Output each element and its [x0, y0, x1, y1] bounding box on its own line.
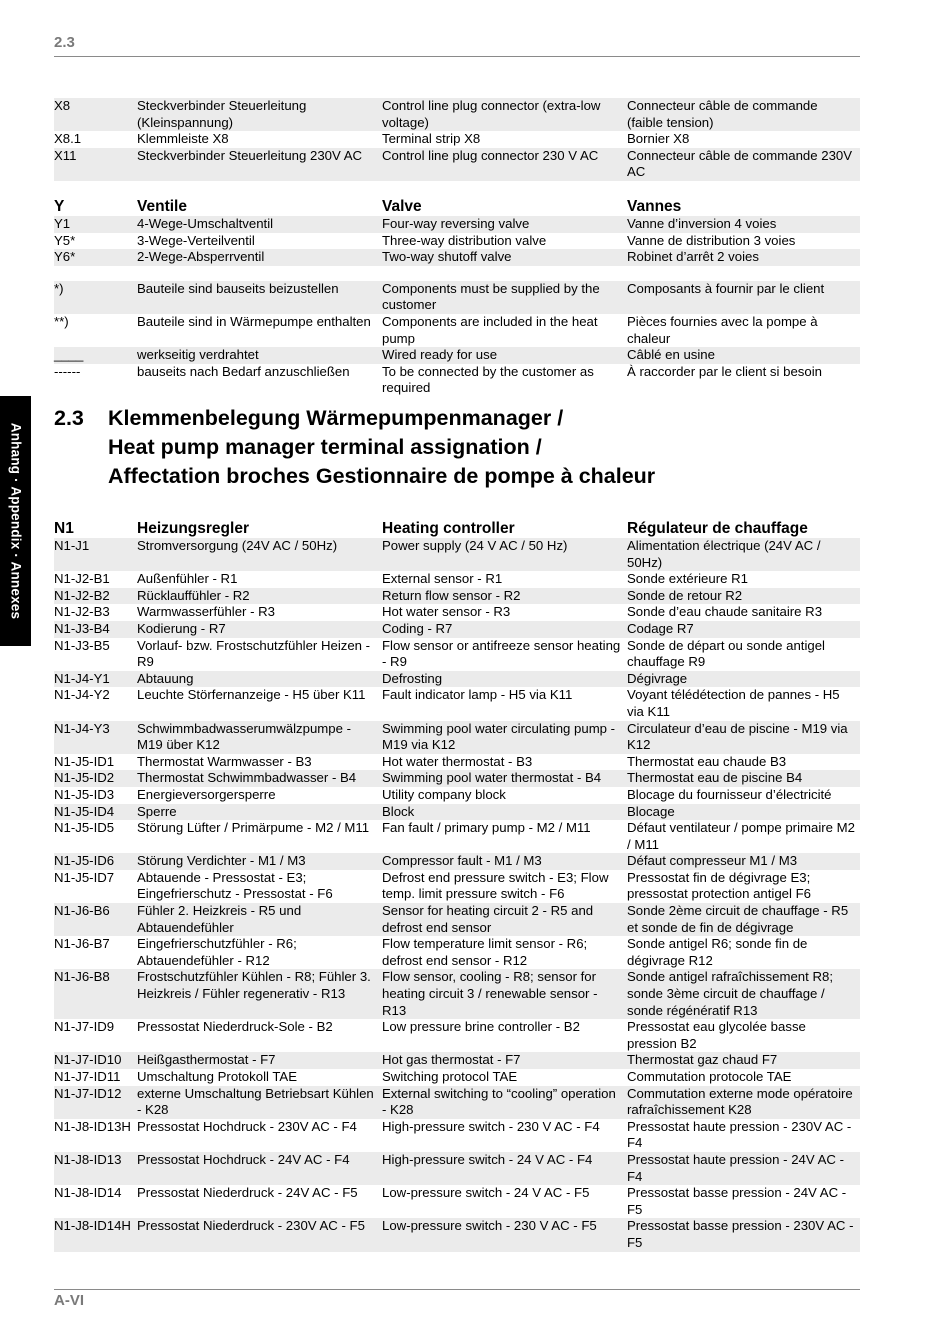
table-row: [54, 820, 860, 853]
head-code: Y: [54, 197, 65, 215]
table-head-row: [54, 197, 860, 216]
cell-de: Bauteile sind bauseits beizustellen: [137, 280, 339, 296]
head-fr: Vannes: [627, 197, 682, 215]
cell-de: Kodierung - R7: [137, 620, 226, 636]
cell-en: Control line plug connector 230 V AC: [382, 147, 599, 163]
cell-de: Frostschutzfühler Kühlen - R8; Fühler 3. Heizkreis / Fühler regenerativ - R13: [137, 969, 371, 1002]
section-title-fr: Affectation broches Gestionnaire de pompe à chaleur: [108, 464, 656, 488]
cell-fr: Sonde 2ème circuit de chauffage - R5 et sonde de fin de dégivrage: [627, 903, 849, 935]
head-de: Ventile: [137, 197, 187, 215]
cell-de: Thermostat Schwimmbadwasser - B4: [137, 770, 357, 786]
table-row: [54, 1086, 860, 1119]
table-spacer: [54, 181, 860, 197]
cell-de: Pressostat Hochdruck - 230V AC - F4: [137, 1118, 357, 1134]
cell-fr: Blocage: [627, 803, 675, 819]
table-row: [54, 1069, 860, 1086]
cell-fr: Connecteur câble de commande 230V AC: [627, 147, 853, 180]
cell-fr: Commutation protocole TAE: [627, 1069, 792, 1084]
component-table: [54, 98, 860, 397]
cell-fr: Vanne d’inversion 4 voies: [627, 215, 777, 231]
cell-en: Return flow sensor - R2: [382, 587, 521, 603]
cell-fr: Thermostat eau de piscine B4: [627, 770, 803, 786]
cell-de: Vorlauf- bzw. Frostschutzfühler Heizen - R9: [137, 637, 371, 670]
cell-de: Störung Lüfter / Primärpume - M2 / M11: [137, 820, 370, 836]
cell-code: X11: [54, 147, 77, 163]
table-row: [54, 281, 860, 314]
cell-code: N1-J4-Y2: [54, 687, 110, 703]
cell-fr: Vanne de distribution 3 voies: [627, 232, 796, 248]
cell-code: N1-J4-Y1: [54, 670, 110, 686]
cell-fr: Thermostat gaz chaud F7: [627, 1052, 778, 1068]
cell-en: Fan fault / primary pump - M2 / M11: [382, 820, 591, 836]
cell-en: Low-pressure switch - 24 V AC - F5: [382, 1185, 590, 1201]
cell-code: Y1: [54, 215, 71, 231]
cell-de: Abtauende - Pressostat - E3; Eingefrierschutz - Pressostat - F6: [137, 869, 333, 902]
cell-en: Four-way reversing valve: [382, 215, 530, 231]
cell-de: Rücklauffühler - R2: [137, 587, 250, 603]
table-row: [54, 870, 860, 903]
cell-en: Components must be supplied by the customer: [382, 280, 600, 313]
cell-fr: Circulateur d’eau de piscine - M19 via K12: [627, 720, 848, 753]
cell-en: Defrost end pressure switch - E3; Flow temp. limit pressure switch - F6: [382, 869, 609, 902]
cell-en: Low-pressure switch - 230 V AC - F5: [382, 1218, 597, 1234]
cell-code: N1-J6-B7: [54, 936, 110, 952]
table-row: [54, 1185, 860, 1218]
cell-code: N1-J8-ID13: [54, 1151, 122, 1167]
cell-en: Defrosting: [382, 670, 443, 686]
cell-code: *): [54, 280, 64, 296]
cell-fr: Dégivrage: [627, 670, 688, 686]
cell-de: Steckverbinder Steuerleitung 230V AC: [137, 147, 363, 163]
cell-en: Swimming pool water circulating pump - M19 via K12: [382, 720, 616, 753]
cell-code: N1-J4-Y3: [54, 720, 110, 736]
cell-code: N1-J6-B8: [54, 969, 110, 985]
table-row: [54, 770, 860, 787]
cell-en: Switching protocol TAE: [382, 1069, 518, 1084]
cell-en: Components are included in the heat pump: [382, 313, 598, 346]
cell-de: Energieversorgersperre: [137, 786, 276, 802]
cell-code: N1-J2-B3: [54, 604, 110, 620]
cell-en: Flow temperature limit sensor - R6; defrost end sensor - R12: [382, 936, 588, 968]
cell-code: N1-J5-ID3: [54, 786, 115, 802]
page-number: A-VI: [54, 1292, 84, 1309]
cell-en: Control line plug connector (extra-low voltage): [382, 98, 601, 130]
cell-en: Flow sensor or antifreeze sensor heating - R9: [382, 637, 621, 670]
cell-de: Klemmleiste X8: [137, 131, 229, 147]
cell-code: N1-J5-ID6: [54, 853, 115, 869]
header-section-number: 2.3: [54, 34, 75, 51]
header-rule: [54, 56, 860, 57]
cell-fr: Composants à fournir par le client: [627, 280, 825, 296]
cell-en: Block: [382, 803, 415, 819]
cell-en: Low pressure brine controller - B2: [382, 1019, 580, 1035]
cell-de: Bauteile sind in Wärmepumpe enthalten: [137, 313, 371, 329]
cell-fr: Pressostat haute pression - 230V AC - F4: [627, 1118, 852, 1151]
table-row: [54, 853, 860, 870]
section-title-de: Klemmenbelegung Wärmepumpenmanager /: [108, 406, 564, 430]
cell-en: Flow sensor, cooling - R8; sensor for heating circuit 3 / renewable sensor - R13: [382, 969, 598, 1018]
cell-de: Stromversorgung (24V AC / 50Hz): [137, 538, 338, 553]
cell-fr: Robinet d’arrêt 2 voies: [627, 249, 759, 265]
table-row: [54, 1052, 860, 1069]
cell-de: Heißgasthermostat - F7: [137, 1052, 276, 1068]
cell-fr: Câblé en usine: [627, 347, 715, 363]
cell-code: X8.1: [54, 131, 82, 147]
cell-de: Steckverbinder Steuerleitung (Kleinspannung): [137, 98, 307, 130]
cell-de: Warmwasserfühler - R3: [137, 604, 276, 620]
cell-de: 2-Wege-Absperrventil: [137, 249, 265, 265]
cell-de: 3-Wege-Verteilventil: [137, 232, 255, 248]
table-row: [54, 936, 860, 969]
cell-de: Störung Verdichter - M1 / M3: [137, 853, 306, 869]
table-row: [54, 148, 860, 181]
cell-code: N1-J5-ID2: [54, 770, 115, 786]
table-row: [54, 588, 860, 605]
cell-en: Compressor fault - M1 / M3: [382, 853, 542, 869]
cell-en: Terminal strip X8: [382, 131, 481, 147]
cell-code: N1-J2-B1: [54, 571, 110, 587]
cell-en: External sensor - R1: [382, 571, 503, 587]
cell-fr: Sonde antigel rafraîchissement R8; sonde 3ème circuit de chauffage / sonde régénératif R13: [627, 969, 833, 1018]
cell-code: Y5*: [54, 232, 76, 248]
cell-en: Hot water sensor - R3: [382, 604, 511, 620]
side-tab-label: Anhang · Appendix · Annexes: [8, 422, 24, 620]
cell-fr: Sonde de départ ou sonde antigel chauffage R9: [627, 637, 825, 670]
cell-code: N1-J3-B4: [54, 620, 110, 636]
cell-de: Sperre: [137, 803, 177, 819]
terminal-table-body: [54, 538, 860, 1252]
table-row: [54, 538, 860, 571]
table-row: [54, 804, 860, 821]
cell-code: N1-J5-ID5: [54, 820, 115, 836]
cell-de: bauseits nach Bedarf anzuschließen: [137, 363, 350, 379]
cell-de: Abtauung: [137, 670, 194, 686]
cell-de: Thermostat Warmwasser - B3: [137, 753, 312, 769]
table-row: [54, 787, 860, 804]
cell-de: 4-Wege-Umschaltventil: [137, 215, 274, 231]
table-row: [54, 671, 860, 688]
cell-en: Three-way distribution valve: [382, 232, 547, 248]
cell-code: N1-J3-B5: [54, 637, 110, 653]
table-row: [54, 216, 860, 233]
head-fr: Régulateur de chauffage: [627, 520, 808, 537]
cell-code: **): [54, 313, 69, 329]
side-tab: [0, 396, 31, 646]
table-row: [54, 621, 860, 638]
table-row: [54, 721, 860, 754]
head-en: Heating controller: [382, 520, 515, 537]
cell-fr: Voyant télédétection de pannes - H5 via K11: [627, 687, 840, 719]
cell-en: High-pressure switch - 230 V AC - F4: [382, 1118, 600, 1134]
table-row: [54, 969, 860, 1019]
table-row: [54, 347, 860, 364]
cell-de: Pressostat Niederdruck - 24V AC - F5: [137, 1185, 358, 1201]
cell-code: N1-J7-ID10: [54, 1052, 122, 1068]
table-row: [54, 314, 860, 347]
cell-en: External switching to “cooling” operation - K28: [382, 1085, 616, 1118]
table-row: [54, 1218, 860, 1251]
cell-en: Fault indicator lamp - H5 via K11: [382, 687, 573, 703]
cell-en: Hot water thermostat - B3: [382, 753, 533, 769]
cell-fr: Bornier X8: [627, 131, 690, 147]
cell-code: Y6*: [54, 249, 76, 265]
cell-fr: Sonde de retour R2: [627, 587, 743, 603]
table-row: [54, 1119, 860, 1152]
terminal-table: [54, 519, 860, 1252]
cell-en: Sensor for heating circuit 2 - R5 and defrost end sensor: [382, 903, 594, 935]
table-row: [54, 364, 860, 397]
cell-code: N1-J1: [54, 538, 90, 553]
table-row: [54, 638, 860, 671]
cell-fr: Commutation externe mode opératoire rafraîchissement K28: [627, 1085, 853, 1118]
cell-fr: Thermostat eau chaude B3: [627, 753, 787, 769]
cell-fr: Défaut ventilateur / pompe primaire M2 / M11: [627, 820, 855, 852]
cell-fr: Sonde extérieure R1: [627, 571, 748, 587]
table-row: [54, 903, 860, 936]
cell-de: Pressostat Niederdruck-Sole - B2: [137, 1019, 333, 1035]
head-code: N1: [54, 520, 74, 537]
cell-de: Pressostat Niederdruck - 230V AC - F5: [137, 1218, 365, 1234]
cell-de: Leuchte Störfernanzeige - H5 über K11: [137, 687, 366, 703]
cell-de: Eingefrierschutzfühler - R6; Abtauendefühler - R12: [137, 936, 297, 968]
table-row: [54, 98, 860, 131]
cell-en: Utility company block: [382, 786, 506, 802]
cell-en: Two-way shutoff valve: [382, 249, 512, 265]
cell-fr: Pressostat basse pression - 230V AC - F5: [627, 1218, 854, 1250]
cell-en: Swimming pool water thermostat - B4: [382, 770, 602, 786]
section-title-en: Heat pump manager terminal assignation /: [108, 435, 542, 459]
cell-fr: Sonde antigel R6; sonde fin de dégivrage R12: [627, 936, 808, 968]
table-row: [54, 1019, 860, 1052]
head-de: Heizungsregler: [137, 520, 249, 537]
table-row: [54, 687, 860, 720]
cell-de: Schwimmbadwasserumwälzpumpe - M19 über K12: [137, 720, 352, 753]
cell-en: To be connected by the customer as required: [382, 363, 594, 396]
cell-fr: Alimentation électrique (24V AC / 50Hz): [627, 538, 821, 570]
table-row: [54, 131, 860, 148]
cell-code: N1-J5-ID7: [54, 869, 115, 885]
cell-code: N1-J6-B6: [54, 903, 110, 919]
cell-en: Power supply (24 V AC / 50 Hz): [382, 538, 568, 553]
cell-code: X8: [54, 98, 71, 113]
cell-fr: Pressostat basse pression - 24V AC - F5: [627, 1185, 847, 1217]
cell-code: N1-J7-ID11: [54, 1069, 121, 1084]
cell-fr: Connecteur câble de commande (faible tension): [627, 98, 818, 130]
head-en: Valve: [382, 197, 422, 215]
cell-de: Fühler 2. Heizkreis - R5 und Abtauendefühler: [137, 903, 302, 935]
cell-code: N1-J8-ID13H: [54, 1118, 131, 1134]
table-row: [54, 1152, 860, 1185]
cell-code: N1-J7-ID9: [54, 1019, 115, 1035]
table-row: [54, 604, 860, 621]
cell-code: ------: [54, 363, 81, 379]
table-spacer: [54, 266, 860, 281]
table-row: [54, 233, 860, 250]
cell-code: N1-J5-ID4: [54, 803, 115, 819]
cell-de: werkseitig verdrahtet: [137, 347, 259, 363]
cell-fr: Défaut compresseur M1 / M3: [627, 853, 798, 869]
table-head-row: [54, 519, 860, 538]
cell-code: ____: [54, 347, 84, 363]
cell-en: Hot gas thermostat - F7: [382, 1052, 521, 1068]
cell-code: N1-J2-B2: [54, 587, 110, 603]
cell-fr: Blocage du fournisseur d’électricité: [627, 786, 832, 802]
cell-code: N1-J8-ID14: [54, 1185, 122, 1201]
cell-fr: Pressostat eau glycolée basse pression B2: [627, 1019, 806, 1051]
cell-fr: Pressostat haute pression - 24V AC - F4: [627, 1151, 844, 1184]
cell-de: externe Umschaltung Betriebsart Kühlen - K28: [137, 1085, 374, 1118]
cell-code: N1-J8-ID14H: [54, 1218, 131, 1234]
cell-fr: À raccorder par le client si besoin: [627, 363, 822, 379]
cell-fr: Pressostat fin de dégivrage E3; pressostat protection antigel F6: [627, 869, 811, 902]
cell-fr: Codage R7: [627, 620, 694, 636]
cell-fr: Sonde d’eau chaude sanitaire R3: [627, 604, 823, 620]
cell-de: Umschaltung Protokoll TAE: [137, 1069, 298, 1084]
cell-code: N1-J7-ID12: [54, 1085, 122, 1101]
table-row: [54, 571, 860, 588]
table-row: [54, 249, 860, 266]
cell-en: Coding - R7: [382, 620, 453, 636]
cell-en: High-pressure switch - 24 V AC - F4: [382, 1151, 593, 1167]
cell-de: Außenfühler - R1: [137, 571, 238, 587]
table-row: [54, 754, 860, 771]
cell-fr: Pièces fournies avec la pompe à chaleur: [627, 313, 818, 346]
cell-code: N1-J5-ID1: [54, 753, 115, 769]
cell-de: Pressostat Hochdruck - 24V AC - F4: [137, 1151, 350, 1167]
cell-en: Wired ready for use: [382, 347, 498, 363]
footer-rule: [54, 1289, 860, 1290]
section-number: 2.3: [54, 406, 84, 430]
